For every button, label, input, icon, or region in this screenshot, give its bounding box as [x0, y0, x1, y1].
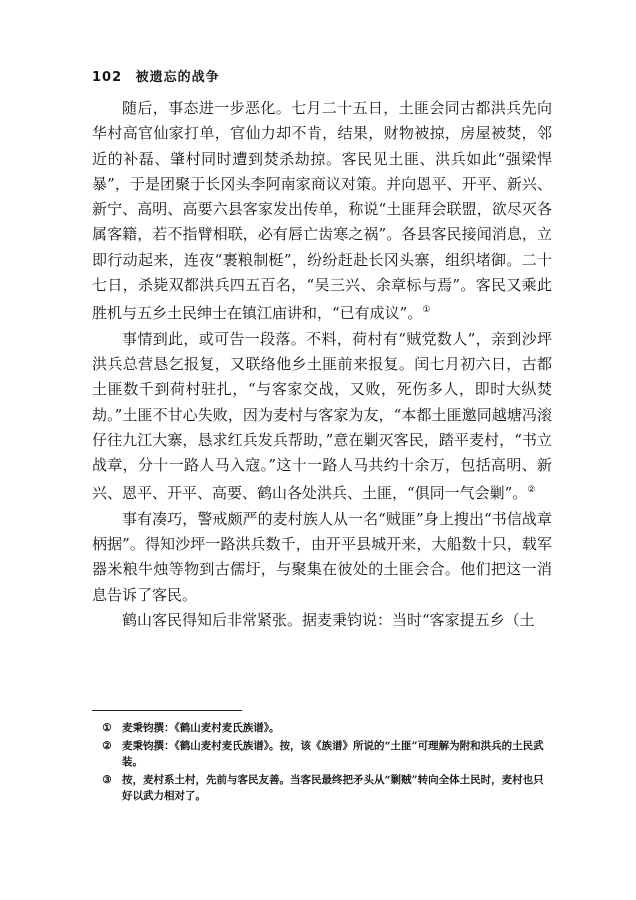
- book-title: 被遗忘的战争: [135, 70, 220, 85]
- footnote-2: [92, 738, 552, 770]
- footnote-mark: ③: [102, 774, 112, 786]
- footnote-mark: ②: [102, 740, 112, 752]
- page-number: 102: [92, 70, 123, 85]
- footnote-text: 按，麦村系土村，先前与客民友善。当客民最终把矛头从“剿贼”转向全体土民时，麦村也只好以武力相对了。: [122, 774, 544, 802]
- footnote-ref-1: ①: [422, 305, 431, 316]
- footnote-ref-2: ②: [527, 485, 536, 496]
- footnote-text: 麦秉钧撰：《鹤山麦村麦氏族谱》。: [122, 722, 280, 734]
- paragraph-1: 随后，事态进一步恶化。七月二十五日，土匪会同古都洪兵先向华村高官仙家打单，官仙力却不肯，结果，财物被掠，房屋被焚，邻近的补磊、肇村同时遭到焚杀劫掠。客民见土匪、洪兵如此“强梁悍暴”，于是团聚于长冈头李阿南家商议对策。并向恩平、开平、新兴、新宁、高明、高要六县客家发出传单，称说“土匪拜会联盟，欲尽灭各属客籍，若不指臂相联，必有唇亡齿寒之祸”。各县客民接闻消息，立即行动起来，连夜“裹粮制梃”，纷纷赶赴长冈头寨，组织堵御。二十七日，杀毙双都洪兵四五百名，“吴三兴、余章标与焉”。客民又乘此胜机与五乡土民绅士在镇江庙讲和，“已有成议”。①: [92, 99, 552, 323]
- running-header: [92, 66, 220, 85]
- footnote-3: [92, 772, 552, 804]
- paragraph-3: 事有凑巧，警戒颇严的麦村族人从一名“贼匪”身上搜出“书信战章柄据”。得知沙坪一路洪兵数千，由开平县城开来，大船数十只，载军器米粮牛烛等物到古儒圩，与聚集在彼处的土匪会合。他们把这一消息告诉了客民。: [92, 509, 552, 604]
- footnotes: [92, 720, 552, 806]
- body-text: [92, 96, 552, 633]
- footnote-divider: [92, 710, 242, 711]
- paragraph-4: 鹤山客民得知后非常紧张。据麦秉钧说：当时“客家提五乡（土: [122, 610, 535, 629]
- footnote-mark: ①: [102, 722, 112, 734]
- paragraph-2: 事情到此，或可告一段落。不料，荷村有“贼党数人”，亲到沙坪洪兵总营恳乞报复，又联络他乡土匪前来报复。闰七月初六日，古都土匪数千到荷村驻扎，“与客家交战，又败，死伤多人，即时大纵焚劫。”土匪不甘心失败，因为麦村与客家为友，“本都土匪邀同越塘冯滚仔往九江大寨，恳求红兵发兵帮助，”意在剿灭客民，踏平麦村，“书立战章，分十一路人马入寇。”这十一路人马共约十余万，包括高明、新兴、恩平、开平、高要、鹤山各处洪兵、土匪，“俱同一气会剿”。②: [92, 329, 552, 503]
- footnote-text: 麦秉钧撰：《鹤山麦村麦氏族谱》。按，该《族谱》所说的“土匪”可理解为附和洪兵的土民武装。: [122, 740, 544, 768]
- footnote-1: [92, 720, 552, 736]
